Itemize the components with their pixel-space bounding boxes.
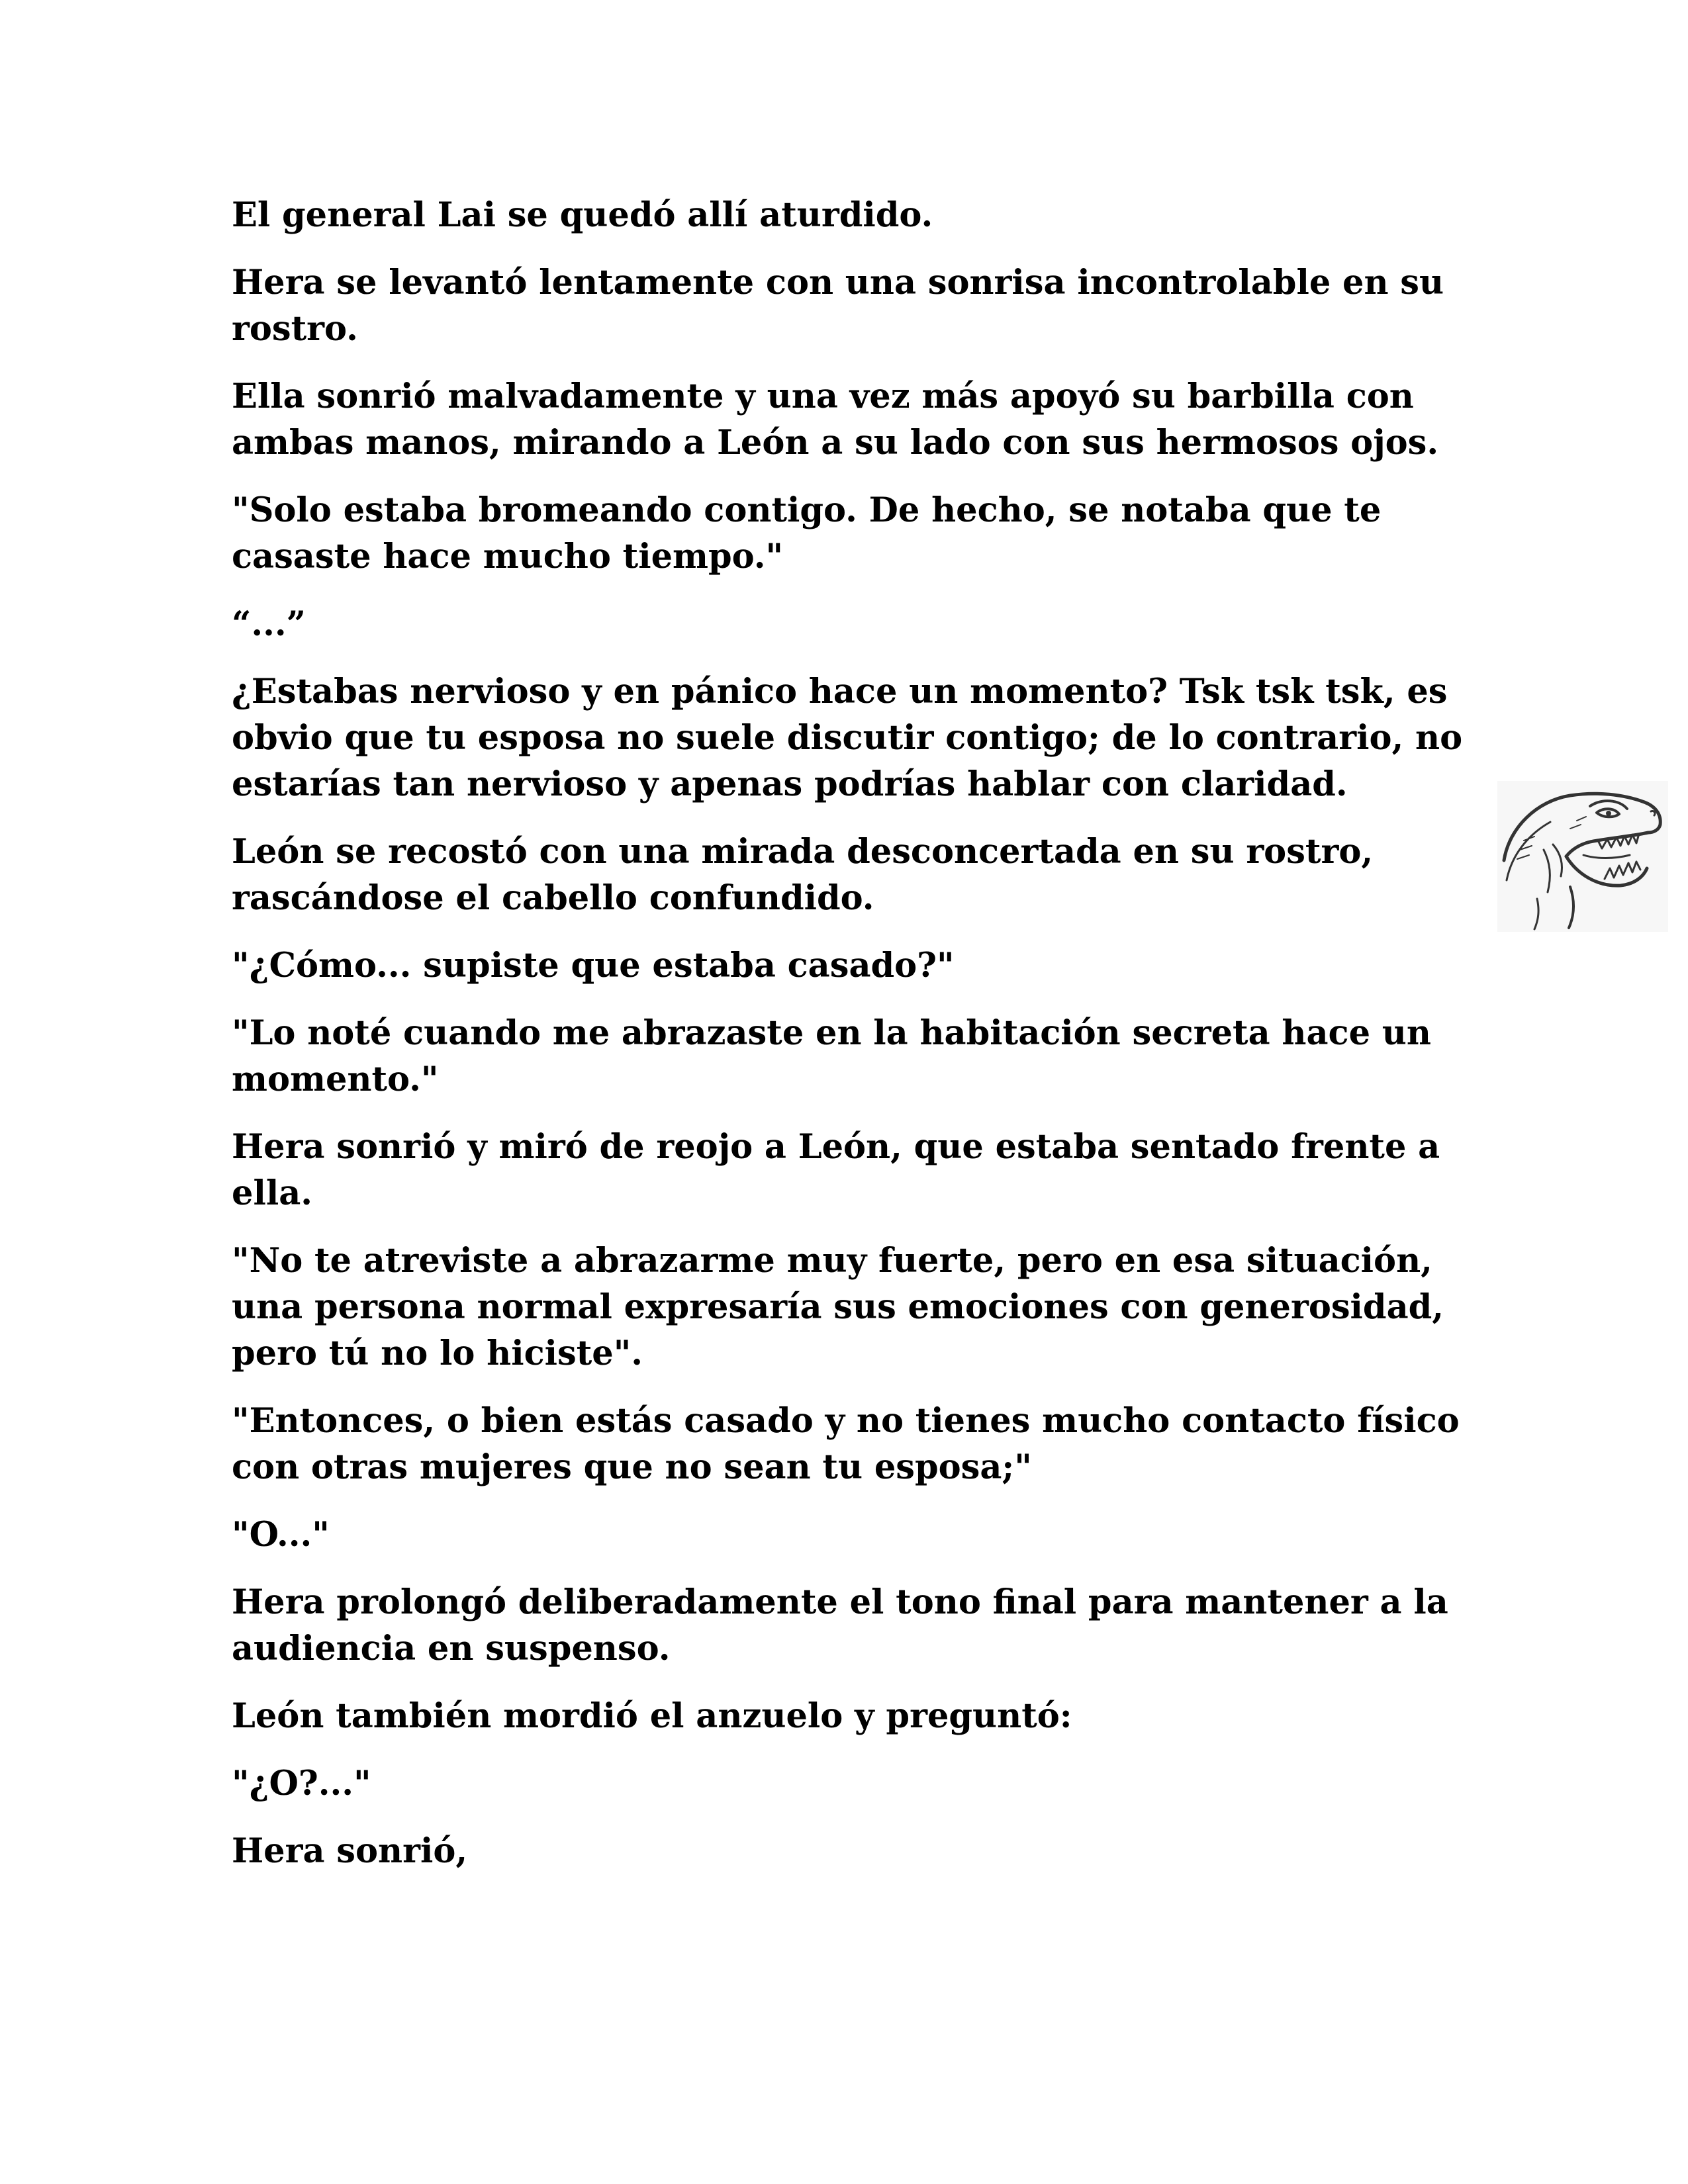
- paragraph-7: León se recostó con una mirada desconcertada en su rostro, rascándose el cabello confundido.: [232, 832, 1374, 918]
- paragraph-12: "Entonces, o bien estás casado y no tienes mucho contacto físico con otras mujeres que no sean tu esposa;": [232, 1401, 1460, 1487]
- paragraph-3: Ella sonrió malvadamente y una vez más apoyó su barbilla con ambas manos, mirando a León a su lado con sus hermosos ojos.: [232, 377, 1439, 463]
- paragraph-14: Hera prolongó deliberadamente el tono final para mantener a la audiencia en suspenso.: [232, 1582, 1448, 1668]
- paragraph-6: ¿Estabas nervioso y en pánico hace un momento? Tsk tsk tsk, es obvio que tu esposa no suele discutir contigo; de lo contrario, no estarías tan nervioso y apenas podrías hablar con claridad.: [232, 672, 1463, 804]
- paragraph-9: "Lo noté cuando me abrazaste en la habitación secreta hace un momento.": [232, 1013, 1431, 1099]
- story-text: [232, 192, 1476, 1895]
- paragraph-2: Hera se levantó lentamente con una sonrisa incontrolable en su rostro.: [232, 263, 1444, 349]
- paragraph-5: “...”: [232, 604, 306, 644]
- paragraph-11: "No te atreviste a abrazarme muy fuerte, pero en esa situación, una persona normal expresaría sus emociones con generosidad, pero tú no lo hiciste".: [232, 1241, 1444, 1373]
- paragraph-10: Hera sonrió y miró de reojo a León, que estaba sentado frente a ella.: [232, 1127, 1440, 1213]
- paragraph-16: "¿O?...": [232, 1764, 371, 1803]
- paragraph-15: León también mordió el anzuelo y preguntó:: [232, 1696, 1072, 1736]
- dinosaur-head-sketch-icon: [1497, 781, 1668, 932]
- paragraph-4: "Solo estaba bromeando contigo. De hecho, se notaba que te casaste hace mucho tiempo.": [232, 490, 1382, 576]
- paragraph-1: El general Lai se quedó allí aturdido.: [232, 195, 933, 235]
- paragraph-13: "O...": [232, 1515, 330, 1555]
- paragraph-17: Hera sonrió,: [232, 1831, 468, 1871]
- paragraph-8: "¿Cómo... supiste que estaba casado?": [232, 946, 955, 985]
